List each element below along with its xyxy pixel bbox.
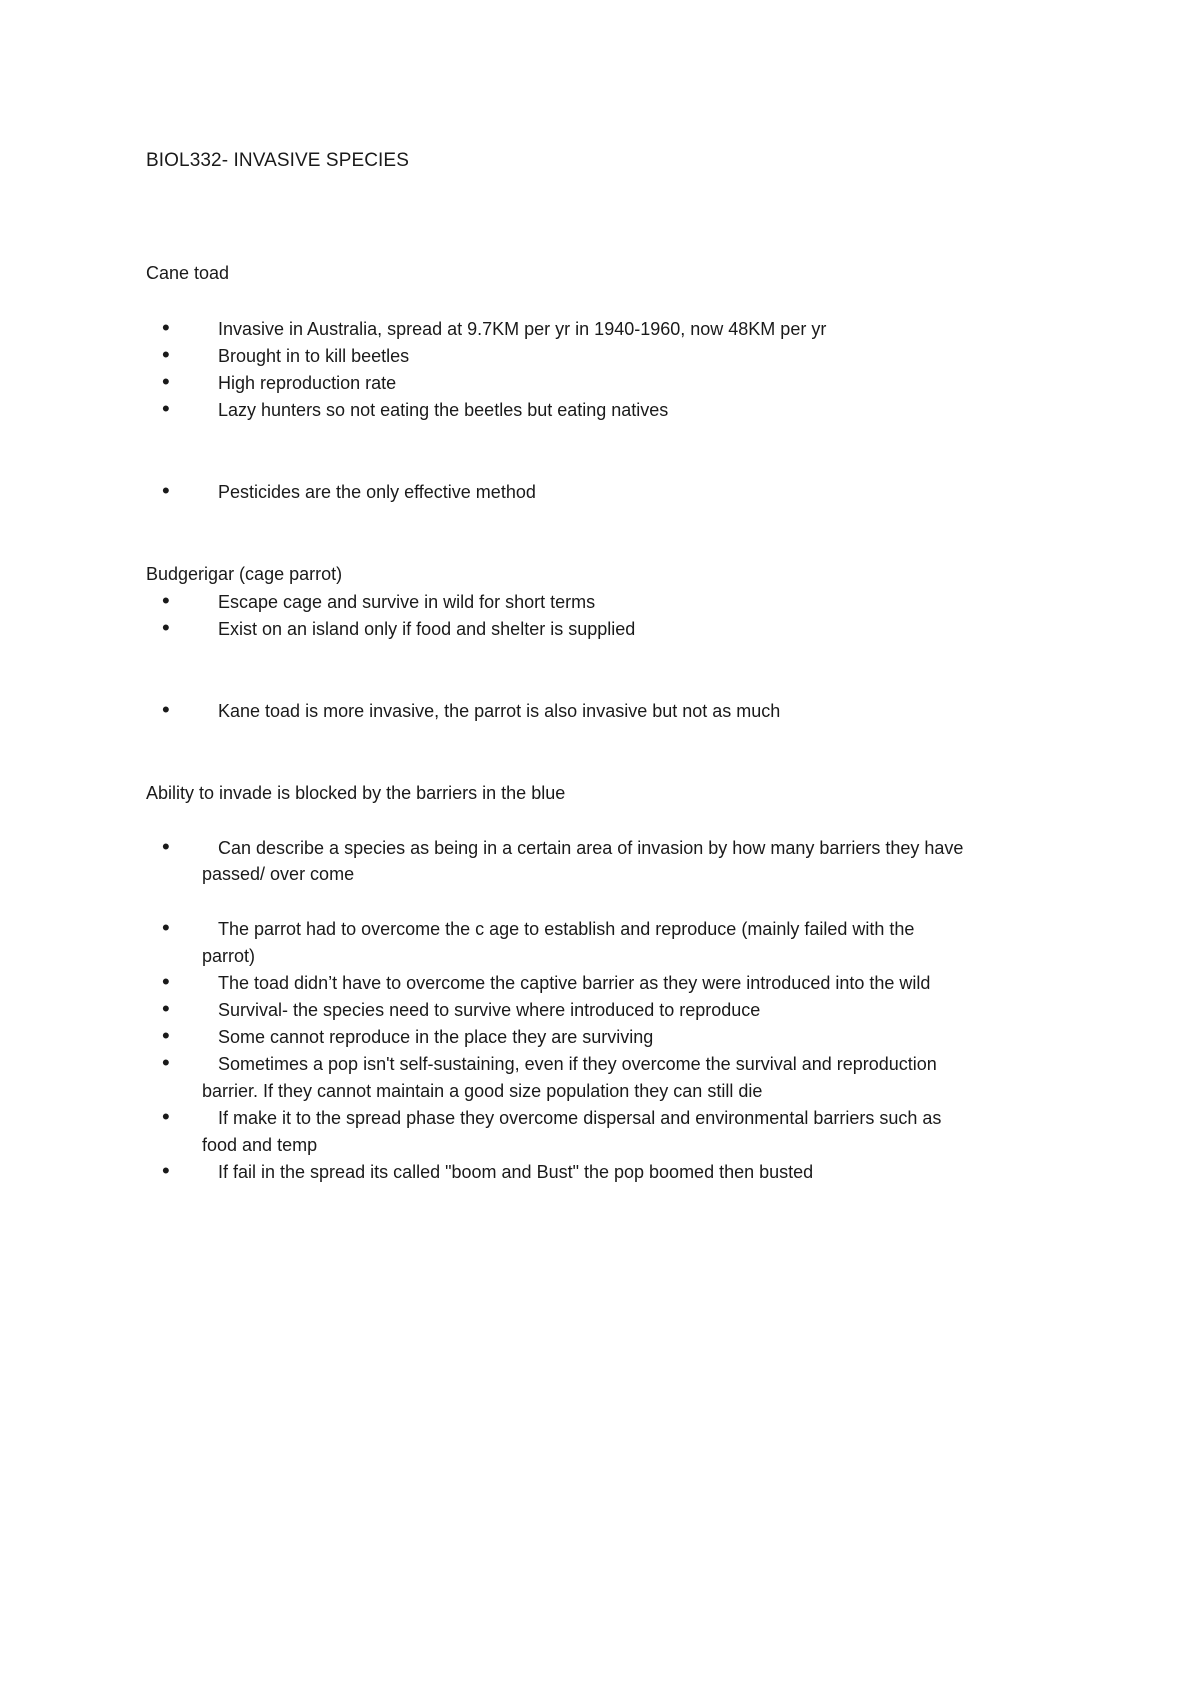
list-item [162,1105,1062,1132]
list-item-text: Pesticides are the only effective method [218,482,536,502]
list-item-text: Escape cage and survive in wild for short terms [218,592,596,612]
bullet-icon: • [162,478,170,503]
list-item-text: The toad didn’t have to overcome the captive barrier as they were introduced into the wild [218,973,931,993]
bullet-icon: • [162,1023,170,1048]
list-item [162,698,1062,725]
section-heading-ability-to-invade: Ability to invade is blocked by the barriers in the blue [146,783,566,803]
section-heading-cane-toad: Cane toad [146,263,230,283]
bullet-icon: • [162,342,170,367]
list-item-text: Brought in to kill beetles [218,346,410,366]
list-item [162,316,1062,343]
list-item-text: Lazy hunters so not eating the beetles but eating natives [218,400,669,420]
list-item [162,835,1062,862]
bullet-icon: • [162,834,170,859]
list-item [162,370,1062,397]
list-item-text: Some cannot reproduce in the place they are surviving [218,1027,654,1047]
list-item-text: food and temp [202,1135,318,1155]
list-item [162,589,1062,616]
list-item [162,916,1062,943]
list-item [162,970,1062,997]
list-item-continuation [162,943,1062,970]
list-item-text: If make it to the spread phase they overcome dispersal and environmental barriers such as [218,1108,942,1128]
list-item-text: barrier. If they cannot maintain a good size population they can still die [202,1081,763,1101]
bullet-icon: • [162,996,170,1021]
list-item-text: The parrot had to overcome the c age to establish and reproduce (mainly failed with the [218,919,915,939]
list-item-text: Kane toad is more invasive, the parrot is also invasive but not as much [218,701,781,721]
list-item [162,479,1062,506]
list-item [162,1051,1062,1078]
list-item [162,997,1062,1024]
bullet-icon: • [162,915,170,940]
bullet-icon: • [162,396,170,421]
bullet-icon: • [162,315,170,340]
bullet-icon: • [162,369,170,394]
list-item-text: Sometimes a pop isn't self-sustaining, even if they overcome the survival and reproduction [218,1054,937,1074]
bullet-icon: • [162,1158,170,1183]
bullet-icon: • [162,615,170,640]
bullet-icon: • [162,1050,170,1075]
section-heading-budgerigar: Budgerigar (cage parrot) [146,564,343,584]
list-item [162,343,1062,370]
bullet-icon: • [162,969,170,994]
list-item [162,616,1062,643]
list-item-text: Exist on an island only if food and shelter is supplied [218,619,636,639]
bullet-icon: • [162,697,170,722]
list-item-continuation [162,861,1062,888]
bullet-icon: • [162,1104,170,1129]
list-item-text: Survival- the species need to survive where introduced to reproduce [218,1000,761,1020]
list-item-text: Invasive in Australia, spread at 9.7KM per yr in 1940-1960, now 48KM per yr [218,319,827,339]
list-item-text: Can describe a species as being in a certain area of invasion by how many barriers they have [218,838,964,858]
list-item [162,1159,1062,1186]
list-item-continuation [162,1132,1062,1159]
list-item-text: If fail in the spread its called "boom and Bust" the pop boomed then busted [218,1162,814,1182]
list-item [162,1024,1062,1051]
list-item-text: passed/ over come [202,864,355,884]
list-item-text: parrot) [202,946,256,966]
list-item-text: High reproduction rate [218,373,397,393]
bullet-icon: • [162,588,170,613]
list-item-continuation [162,1078,1062,1105]
document-title: BIOL332- INVASIVE SPECIES [146,150,409,171]
list-item [162,397,1062,424]
